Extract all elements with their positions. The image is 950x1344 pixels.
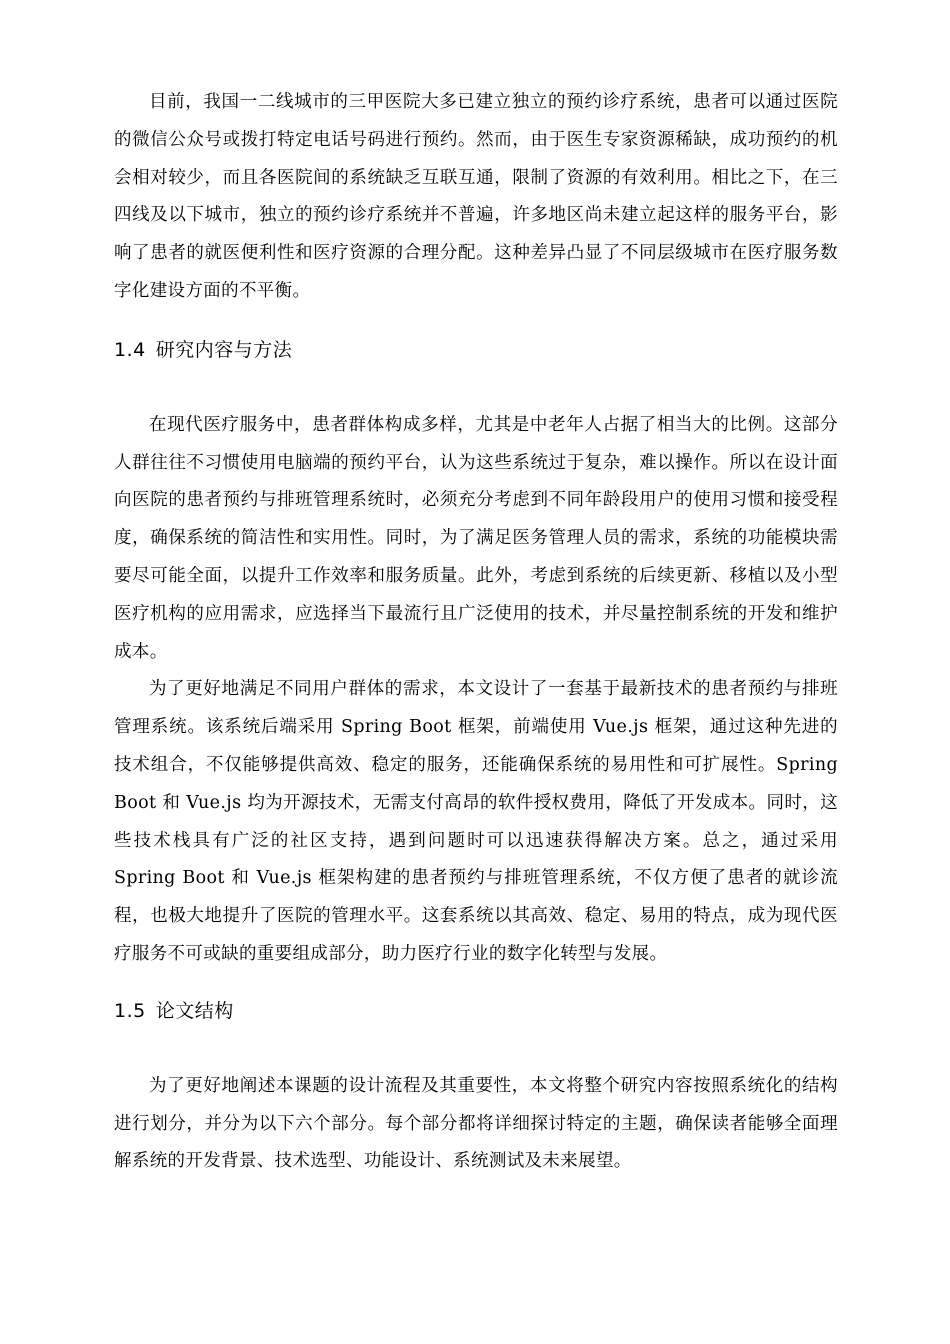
section-number: 1.4 — [114, 338, 146, 361]
section-title: 研究内容与方法 — [155, 338, 293, 361]
body-paragraph: 在现代医疗服务中，患者群体构成多样，尤其是中老年人占据了相当大的比例。这部分人群往往不习惯使用电脑端的预约平台，认为这些系统过于复杂，难以操作。所以在设计面向医院的患者预约与排班管理系统时，必须充分考虑到不同年龄段用户的使用习惯和接受程度，确保系统的简洁性和实用性。同时，为了满足医务管理人员的需求，系统的功能模块需要尽可能全面，以提升工作效率和服务质量。此外，考虑到系统的后续更新、移植以及小型医疗机构的应用需求，应选择当下最流行且广泛使用的技术，并尽量控制系统的开发和维护成本。 — [114, 414, 838, 662]
body-paragraph: 为了更好地满足不同用户群体的需求，本文设计了一套基于最新技术的患者预约与排班管理系统。该系统后端采用 Spring Boot 框架，前端使用 Vue.js 框架，通过这种先进的技术组合，不仅能够提供高效、稳定的服务，还能确保系统的易用性和可扩展性。Spring Boot 和 Vue.js 均为开源技术，无需支付高昂的软件授权费用，降低了开发成本。同时，这些技术栈具有广泛的社区支持，遇到问题时可以迅速获得解决方案。总之，通过采用 Spring Boot 和 Vue.js 框架构建的患者预约与排班管理系统，不仅方便了患者的就诊流程，也极大地提升了医院的管理水平。这套系统以其高效、稳定、易用的特点，成为现代医疗服务不可或缺的重要组成部分，助力医疗行业的数字化转型与发展。 — [114, 679, 838, 964]
section-heading-1-5 — [114, 996, 838, 1026]
section-heading-1-4 — [114, 335, 838, 365]
section-number: 1.5 — [114, 999, 146, 1022]
document-page — [114, 84, 838, 1181]
section-title: 论文结构 — [155, 999, 234, 1022]
intro-paragraph: 目前，我国一二线城市的三甲医院大多已建立独立的预约诊疗系统，患者可以通过医院的微信公众号或拨打特定电话号码进行预约。然而，由于医生专家资源稀缺，成功预约的机会相对较少，而且各医院间的系统缺乏互联互通，限制了资源的有效利用。相比之下，在三四线及以下城市，独立的预约诊疗系统并不普遍，许多地区尚未建立起这样的服务平台，影响了患者的就医便利性和医疗资源的合理分配。这种差异凸显了不同层级城市在医疗服务数字化建设方面的不平衡。 — [114, 92, 838, 301]
body-paragraph: 为了更好地阐述本课题的设计流程及其重要性，本文将整个研究内容按照系统化的结构进行划分，并分为以下六个部分。每个部分都将详细探讨特定的主题，确保读者能够全面理解系统的开发背景、技术选型、功能设计、系统测试及未来展望。 — [114, 1075, 838, 1172]
